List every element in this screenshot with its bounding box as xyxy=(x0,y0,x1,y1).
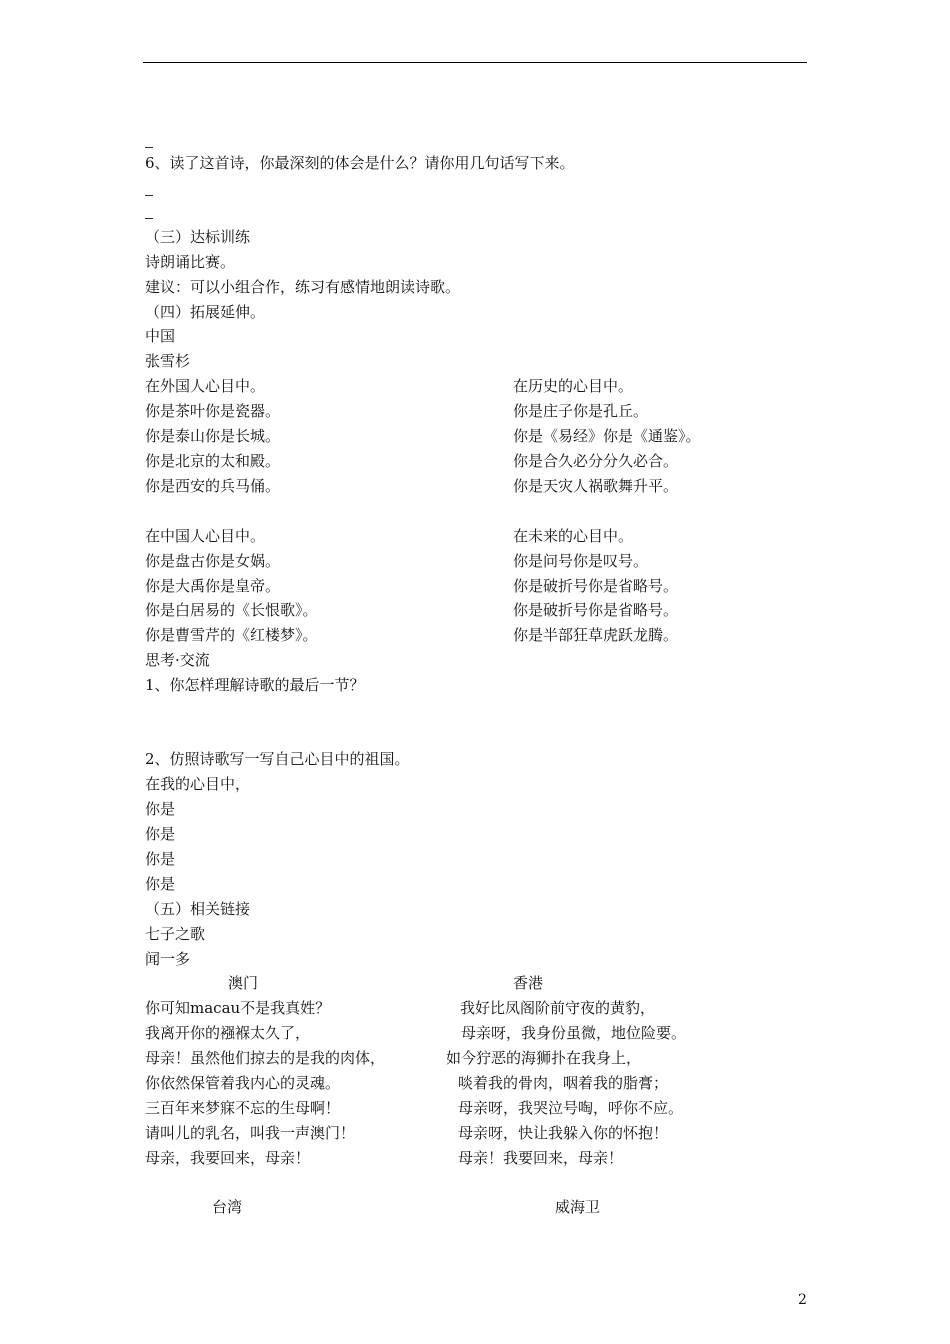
poem-title: 七子之歌 xyxy=(145,925,206,943)
imitate-line: 你是 xyxy=(145,850,176,868)
poem-line: 请叫儿的乳名，叫我一声澳门！ xyxy=(145,1124,356,1142)
poem-line: 你是破折号你是省略号。 xyxy=(513,601,679,619)
think-question-1: 1、你怎样理解诗歌的最后一节？ xyxy=(145,676,365,694)
poem-line: 母亲呀，我身份虽微，地位险要。 xyxy=(461,1024,687,1042)
poem-line: 你依然保管着我内心的灵魂。 xyxy=(145,1074,341,1092)
question-6: 6、读了这首诗，你最深刻的体会是什么？请你用几句话写下来。 xyxy=(145,154,575,172)
think-title: 思考·交流 xyxy=(145,651,210,669)
poem-line: 你是半部狂草虎跃龙腾。 xyxy=(513,626,679,644)
think-question-2: 2、仿照诗歌写一写自己心目中的祖国。 xyxy=(145,750,410,768)
poem-line: 你是破折号你是省略号。 xyxy=(513,577,679,595)
poem-line: 你是天灾人祸歌舞升平。 xyxy=(513,477,679,495)
section-3-title: （三）达标训练 xyxy=(145,228,251,246)
page-number: 2 xyxy=(798,1292,807,1308)
poem-line: 母亲，我要回来，母亲！ xyxy=(145,1149,311,1167)
poem-line: 母亲！我要回来，母亲！ xyxy=(458,1149,624,1167)
answer-blank-line xyxy=(145,218,153,219)
poem-author: 闻一多 xyxy=(145,950,191,968)
poem-line: 母亲呀，我哭泣号啕，呼你不应。 xyxy=(458,1099,684,1117)
imitate-line: 你是 xyxy=(145,800,176,818)
subpoem-title-hongkong: 香港 xyxy=(513,974,544,992)
poem-line: 母亲！虽然他们掠去的是我的肉体， xyxy=(145,1049,386,1067)
poem-line: 母亲呀，快让我躲入你的怀抱！ xyxy=(458,1124,669,1142)
poem-line: 如今狞恶的海狮扑在我身上， xyxy=(446,1049,642,1067)
poem-line: 你是茶叶你是瓷器。 xyxy=(145,402,281,420)
subpoem-title-taiwan: 台湾 xyxy=(212,1198,243,1216)
section-3-text: 建议：可以小组合作，练习有感情地朗读诗歌。 xyxy=(145,278,461,296)
poem-line: 你是盘古你是女娲。 xyxy=(145,552,281,570)
answer-blank-line xyxy=(145,147,153,148)
header-rule xyxy=(143,62,807,63)
answer-blank-line xyxy=(145,195,153,196)
poem-line: 在未来的心目中。 xyxy=(513,527,634,545)
poem-line: 你是泰山你是长城。 xyxy=(145,427,281,445)
section-5-title: （五）相关链接 xyxy=(145,900,251,918)
poem-line: 啖着我的骨肉，咽着我的脂膏； xyxy=(458,1074,669,1092)
poem-line: 你是问号你是叹号。 xyxy=(513,552,649,570)
poem-line: 你可知macau不是我真姓？ xyxy=(145,999,331,1017)
poem-author: 张雪杉 xyxy=(145,352,191,370)
poem-line: 你是大禹你是皇帝。 xyxy=(145,577,281,595)
imitate-line: 你是 xyxy=(145,825,176,843)
poem-line: 你是西安的兵马俑。 xyxy=(145,477,281,495)
section-4-title: （四）拓展延伸。 xyxy=(145,303,266,321)
poem-line: 你是合久必分分久必合。 xyxy=(513,452,679,470)
poem-title: 中国 xyxy=(145,327,176,345)
poem-line: 三百年来梦寐不忘的生母啊！ xyxy=(145,1099,341,1117)
poem-line: 你是白居易的《长恨歌》。 xyxy=(145,601,318,619)
imitate-line: 你是 xyxy=(145,875,176,893)
poem-line: 你是曹雪芹的《红楼梦》。 xyxy=(145,626,318,644)
subpoem-title-macau: 澳门 xyxy=(228,974,259,992)
poem-line: 我好比凤阁阶前守夜的黄豹， xyxy=(460,999,656,1017)
poem-line: 你是《易经》你是《通鉴》。 xyxy=(513,427,701,445)
poem-line: 在历史的心目中。 xyxy=(513,377,634,395)
subpoem-title-weihaiwei: 威海卫 xyxy=(555,1198,601,1216)
poem-line: 你是庄子你是孔丘。 xyxy=(513,402,649,420)
poem-line: 你是北京的太和殿。 xyxy=(145,452,281,470)
poem-line: 在中国人心目中。 xyxy=(145,527,266,545)
section-3-text: 诗朗诵比赛。 xyxy=(145,253,236,271)
poem-line: 在外国人心目中。 xyxy=(145,377,266,395)
imitate-line: 在我的心目中， xyxy=(145,775,251,793)
poem-line: 我离开你的襁褓太久了， xyxy=(145,1024,311,1042)
